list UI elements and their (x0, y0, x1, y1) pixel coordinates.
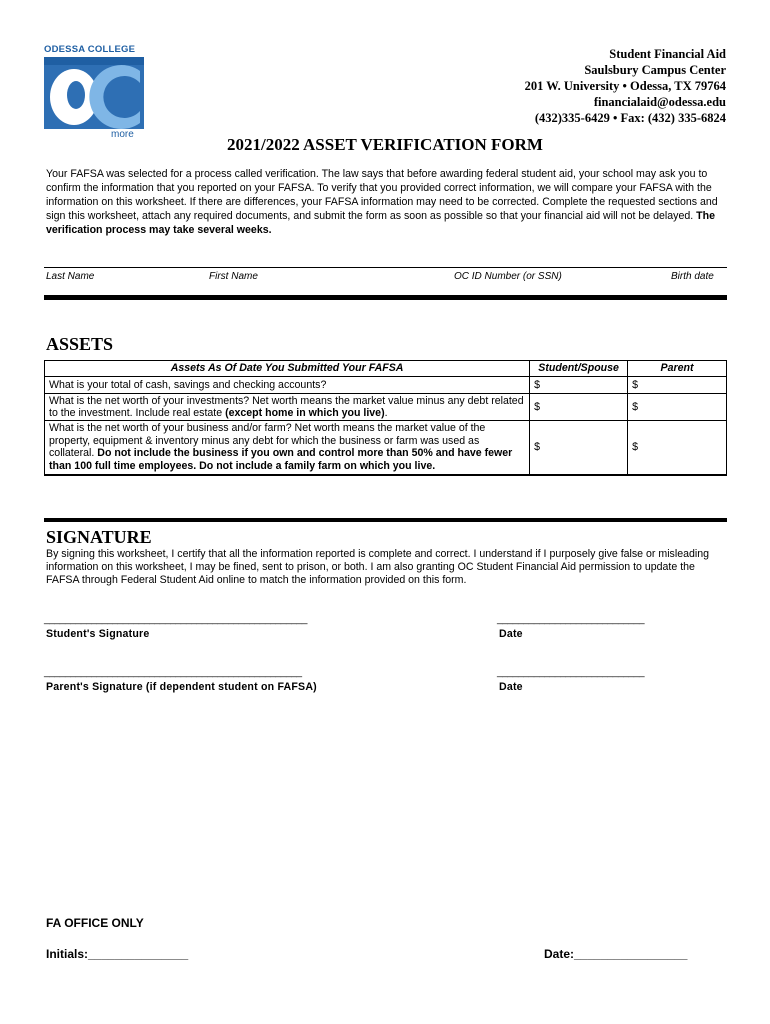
student-spouse-column-header: Student/Spouse (530, 361, 628, 377)
student-date-label: Date (499, 628, 523, 640)
table-row (45, 377, 727, 394)
student-signature-label: Student's Signature (46, 628, 150, 640)
form-title: 2021/2022 ASSET VERIFICATION FORM (227, 135, 543, 154)
logo-tagline: more (111, 129, 134, 140)
parent-amount-field[interactable]: $ (628, 377, 727, 394)
parent-date-line[interactable]: ____________________________ (497, 667, 645, 678)
office-date-field[interactable]: Date:_________________ (544, 947, 688, 961)
student-amount-field[interactable]: $ (530, 394, 628, 421)
table-row (45, 421, 727, 475)
parent-column-header: Parent (628, 361, 727, 377)
office-use-heading: FA OFFICE ONLY (46, 916, 144, 930)
assets-table (44, 360, 727, 476)
asset-question: What is the net worth of your business and/or farm? Net worth means the market value of the property, equipment & inventory minus any debt for which the business or farm was used as collateral. Do not include the business if you own and control more than 50% and have fewer than 100 full time employees. Do not include a family farm on which you live. (45, 421, 530, 475)
birth-date-label: Birth date (671, 271, 714, 282)
signature-heading: SIGNATURE (46, 527, 152, 547)
student-date-line[interactable]: ____________________________ (497, 614, 645, 625)
office-address-block (525, 46, 726, 126)
oc-id-label: OC ID Number (or SSN) (454, 271, 562, 282)
parent-signature-line[interactable]: _________________________________________________ (44, 667, 302, 678)
student-signature-line[interactable]: __________________________________________________ (44, 614, 308, 625)
address-line: (432)335-6429 • Fax: (432) 335-6824 (534, 111, 726, 125)
parent-amount-field[interactable]: $ (628, 421, 727, 475)
first-name-label: First Name (209, 271, 258, 282)
intro-bold-note: The verification process may take several weeks. (46, 210, 715, 236)
assets-header-row (45, 361, 727, 377)
asset-question: What is the net worth of your investments? Net worth means the market value minus any debt related to the investment. Include real estate (except home in which you live). (45, 394, 530, 421)
intro-text: Your FAFSA was selected for a process called verification. The law says that before awarding federal student aid, your school may ask you to confirm the information that you reported on your FAFSA. To verify that you provided correct information, we will compare your FAFSA with the information on this worksheet. If there are differences, your FAFSA information may need to be corrected. Complete the requested sections and sign this worksheet, attach any required documents, and submit the form as soon as possible so that your financial aid will not be delayed. (46, 168, 718, 222)
address-line: 201 W. University • Odessa, TX 79764 (524, 79, 726, 93)
asset-question: What is your total of cash, savings and checking accounts? (45, 377, 530, 394)
address-line: financialaid@odessa.edu (593, 95, 726, 109)
name-field-line[interactable] (44, 267, 727, 268)
section-divider (44, 295, 727, 300)
address-line: Saulsbury Campus Center (584, 63, 726, 77)
assets-column-header: Assets As Of Date You Submitted Your FAFSA (45, 361, 530, 377)
parent-amount-field[interactable]: $ (628, 394, 727, 421)
oc-logo-mark-icon (44, 57, 144, 129)
section-divider (44, 518, 727, 522)
parent-signature-label: Parent's Signature (if dependent student on FAFSA) (46, 681, 317, 693)
student-amount-field[interactable]: $ (530, 421, 628, 475)
office-initials-field[interactable]: Initials:_______________ (46, 947, 189, 961)
logo-name: ODESSA COLLEGE (44, 44, 136, 55)
odessa-college-logo (44, 44, 144, 142)
table-row (45, 394, 727, 421)
parent-date-label: Date (499, 681, 523, 693)
student-amount-field[interactable]: $ (530, 377, 628, 394)
address-line: Student Financial Aid (609, 47, 726, 61)
signature-certification-text: By signing this worksheet, I certify that all the information reported is complete and correct. I understand if I purposely give false or misleading information on this worksheet, I may be fined, sent to prison, or both. I am also granting OC Student Financial Aid permission to update the FAFSA through Federal Student Aid online to match the information provided on this form. (46, 548, 710, 586)
assets-heading: ASSETS (46, 334, 114, 354)
intro-paragraph (46, 167, 732, 237)
last-name-label: Last Name (46, 271, 95, 282)
